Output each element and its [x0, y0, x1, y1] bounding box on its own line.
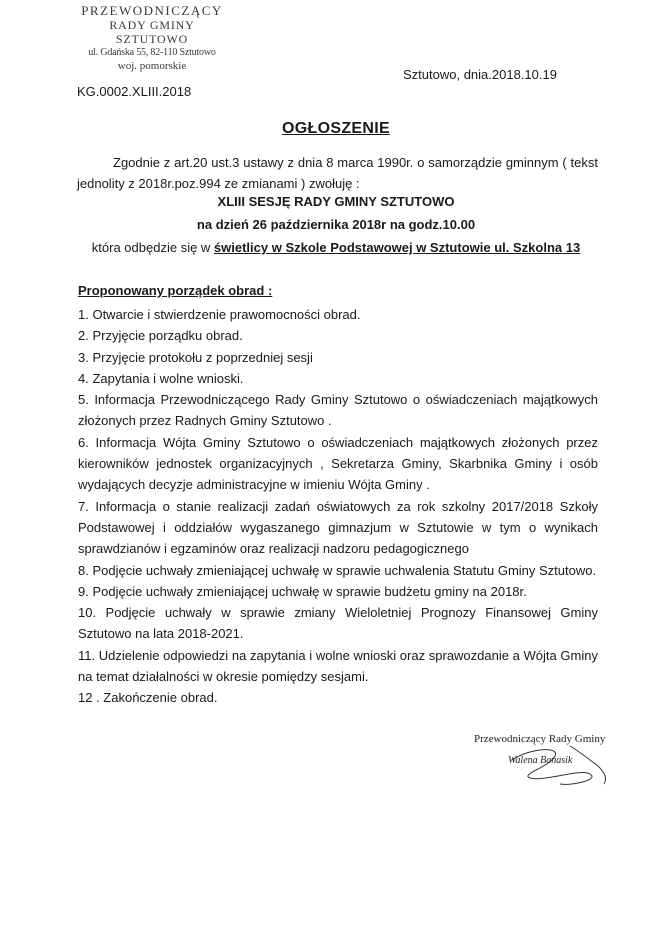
location-place: świetlicy w Szkole Podstawowej w Sztutowie ul. Szkolna 13	[213, 240, 581, 255]
agenda-item: 7. Informacja o stanie realizacji zadań oświatowych za rok szkolny 2017/2018 Szkoły Podstawowej i oddziałów wygaszanego gimnazjum w Sztutowie w tym o wynikach sprawdzianów i egzaminów oraz realizacji nadzoru pedagogicznego	[78, 498, 598, 557]
agenda-item: 3. Przyjęcie protokołu z poprzedniej sesji	[78, 349, 313, 365]
agenda-item: 9. Podjęcie uchwały zmieniającej uchwałę w sprawie budżetu gminy na 2018r.	[78, 583, 527, 599]
agenda-item: 1. Otwarcie i stwierdzenie prawomocności obrad.	[78, 307, 361, 322]
agenda-list	[78, 304, 598, 709]
agenda-item: 4. Zapytania i wolne wnioski.	[78, 370, 244, 386]
official-stamp	[72, 4, 232, 73]
agenda-item: 10. Podjęcie uchwały w sprawie zmiany Wieloletniej Prognozy Finansowej Gminy Sztutowo na lata 2018-2021.	[78, 605, 598, 642]
agenda-item: 8. Podjęcie uchwały zmieniającej uchwałę w sprawie uchwalenia Statutu Gminy Sztutowo.	[78, 562, 597, 578]
handwritten-signature-icon	[500, 738, 630, 788]
agenda-heading: Proponowany porządek obrad :	[78, 283, 273, 298]
stamp-line-1: PRZEWODNICZĄCY	[81, 3, 223, 18]
agenda-item: 11. Udzielenie odpowiedzi na zapytania i wolne wnioski oraz sprawozdanie a Wójta Gminy na temat działalności w okresie pomiędzy sesjami.	[78, 647, 598, 685]
intro-paragraph: Zgodnie z art.20 ust.3 ustawy z dnia 8 marca 1990r. o samorządzie gminnym ( tekst jednolity z 2018r.poz.994 ze zmianami ) zwołuję :	[77, 155, 598, 191]
session-heading: XLIII SESJĘ RADY GMINY SZTUTOWO	[217, 194, 455, 209]
date-line: Sztutowo, dnia.2018.10.19	[403, 67, 557, 82]
agenda-item: 5. Informacja Przewodniczącego Rady Gminy Sztutowo o oświadczeniach majątkowych złożonych przez Radnych Gminy Sztutowo .	[78, 392, 598, 429]
stamp-line-4: woj. pomorskie	[117, 60, 187, 72]
session-datetime: na dzień 26 października 2018r na godz.10.00	[196, 217, 476, 232]
signature-name: Walena Banasik	[508, 755, 573, 766]
agenda-item: 12 . Zakończenie obrad.	[78, 690, 218, 706]
reference-number: KG.0002.XLIII.2018	[77, 84, 192, 99]
session-location	[0, 240, 672, 255]
stamp-line-3: ul. Gdańska 55, 82-110 Sztutowo	[88, 47, 216, 58]
signature-title: Przewodniczący Rady Gminy	[474, 733, 606, 745]
location-prefix: która odbędzie się w	[91, 240, 214, 255]
document-title: OGŁOSZENIE	[282, 120, 390, 137]
agenda-item: 2. Przyjęcie porządku obrad.	[78, 328, 243, 344]
stamp-line-2: RADY GMINY SZTUTOWO	[109, 18, 195, 46]
agenda-item: 6. Informacja Wójta Gminy Sztutowo o oświadczeniach majątkowych złożonych przez kierowników jednostek organizacyjnych , Sekretarza Gminy, Skarbnika Gminy i osób wydających decyzje administracyjne w imieniu Wójta Gminy .	[78, 434, 598, 493]
